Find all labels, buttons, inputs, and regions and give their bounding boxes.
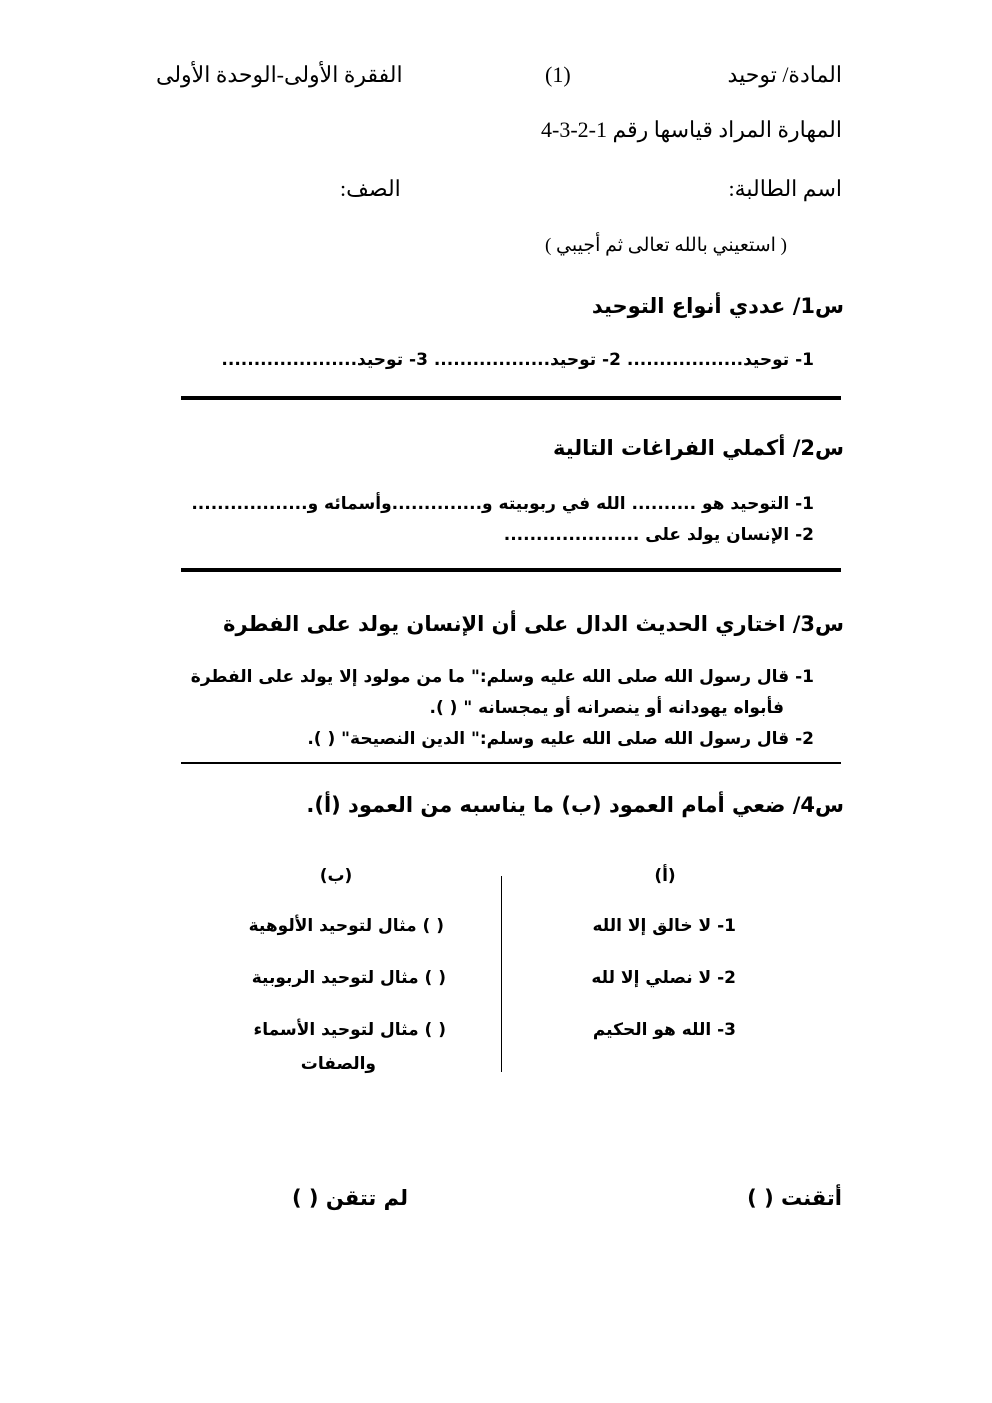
q3-title: س3/ اختاري الحديث الدال على أن الإنسان يولد على الفطرة (223, 612, 844, 636)
q2-line-2: 2- الإنسان يولد على ..................... (503, 525, 814, 545)
column-b-header: (ب) (319, 866, 353, 886)
column-b-item-1: ( ) مثال لتوحيد الألوهية (248, 916, 444, 936)
column-b-item-2: ( ) مثال لتوحيد الربوبية (251, 968, 446, 988)
class-label: الصف: (340, 176, 401, 201)
worksheet-number: (1) (545, 62, 571, 87)
skill-label: المهارة المراد قياسها رقم 1-2-3-4 (540, 117, 842, 142)
student-name-label: اسم الطالبة: (728, 176, 842, 201)
not-mastered-label: لم تتقن ( ) (292, 1186, 408, 1210)
mastered-label: أتقنت ( ) (747, 1186, 842, 1210)
unit-label: الفقرة الأولى-الوحدة الأولى (156, 62, 403, 87)
column-a-header: (أ) (654, 866, 676, 886)
column-b-item-3-wrap: والصفات (300, 1054, 376, 1074)
q3-option-1-line-1: 1- قال رسول الله صلى الله عليه وسلم:" ما من مولود إلا يولد على الفطرة (190, 667, 814, 687)
column-a-item-1: 1- لا خالق إلا الله (592, 916, 736, 936)
divider (181, 396, 841, 400)
column-separator (501, 876, 502, 1072)
instruction: ( استعيني بالله تعالى ثم أجيبي ) (544, 235, 787, 256)
divider (181, 762, 841, 764)
column-a-item-2: 2- لا نصلي إلا لله (591, 968, 736, 988)
q2-title: س2/ أكملي الفراغات التالية (552, 436, 844, 460)
column-b-item-3: ( ) مثال لتوحيد الأسماء (253, 1020, 446, 1040)
q4-title: س4/ ضعي أمام العمود (ب) ما يناسبه من العمود (أ). (306, 793, 844, 817)
q3-option-1-line-2: فأبواه يهودانه أو ينصرانه أو يمجسانه " ( ). (429, 698, 784, 718)
q1-title: س1/ عددي أنواع التوحيد (591, 294, 844, 318)
q2-line-1: 1- التوحيد هو .......... الله في ربوبيته و..............وأسمائه و.................. (191, 494, 814, 514)
divider (181, 568, 841, 572)
subject-label: المادة/ توحيد (727, 62, 842, 87)
column-a-item-3: 3- الله هو الحكيم (592, 1020, 736, 1040)
q3-option-2: 2- قال رسول الله صلى الله عليه وسلم:" الدين النصيحة" ( ). (307, 729, 814, 749)
q1-answer-line: 1- توحيد.................. 2- توحيد.................. 3- توحيد..................... (221, 350, 814, 370)
